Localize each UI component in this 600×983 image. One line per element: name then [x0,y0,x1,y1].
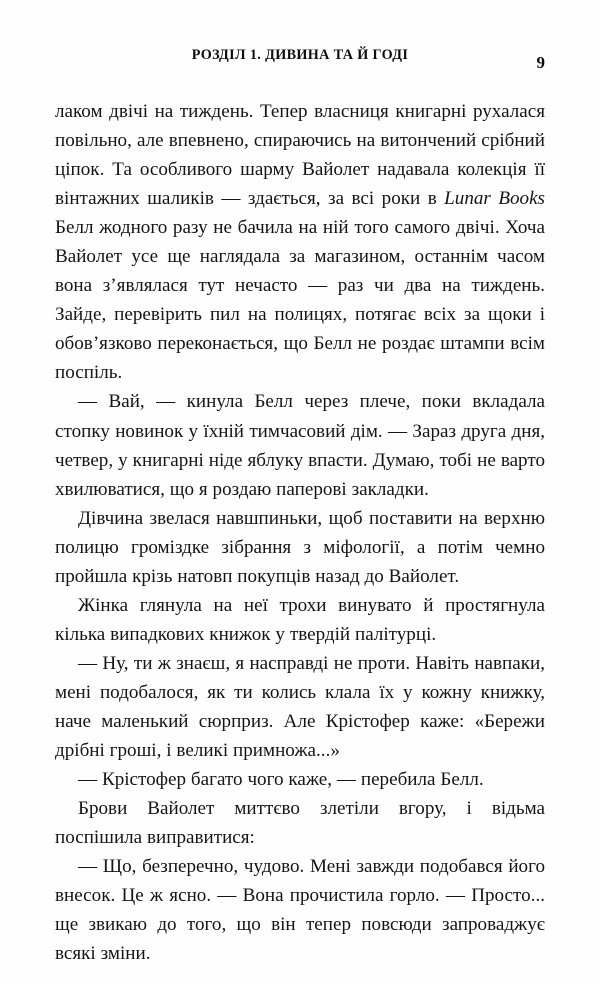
paragraph: — Крістофер багато чого каже, — перебила Белл. [78,769,484,791]
page-number: 9 [536,53,545,72]
paragraph: Брови Вайолет миттєво злетіли вгору, і відьма поспішила виправитися: [55,798,545,849]
body-text-block [55,97,545,968]
paragraph: — Вай, — кинула Белл через плече, поки вкладала стопку новинок у їхній тимчасовий дім. — Зараз друга дня, четвер, у книгарні ніде яблуку впасти. Думаю, тобі не варто хвилюватися, що я роздаю паперові закладки. [55,391,545,500]
paragraph: Жінка глянула на неї трохи винувато й простягнула кілька випадкових книжок у твердій палітурці. [55,594,545,645]
paragraph: лаком двічі на тиждень. Тепер власниця книгарні рухалася повільно, але впевнено, спираючись на витончений срібний ціпок. Та особливого шарму Вайолет надавала колекція її вінтажних шаликів — здається, за всі роки в Lunar Books Белл жодного разу не бачила на ній того самого двічі. Хоча Вайолет усе ще наглядала за магазином, останнім часом вона з’являлася тут нечасто — раз чи два на тиждень. Зайде, перевірить пил на полицях, потягає всіх за щоки і обов’язково переконається, що Белл не роздає штампи всім поспіль. [55,101,545,384]
running-head [55,47,545,71]
paragraph: — Що, безперечно, чудово. Мені завжди подобався його внесок. Це ж ясно. — Вона прочистила горло. — Просто... ще звикаю до того, що він тепер повсюди запроваджує всякі зміни. [55,856,545,965]
paragraph: Дівчина звелася навшпиньки, щоб поставити на верхню полицю громіздке зібрання з міфології, а потім чемно пройшла крізь натовп покупців назад до Вайолет. [55,507,545,587]
italic-title: Lunar Books [444,188,545,210]
chapter-running-title: РОЗДІЛ 1. ДИВИНА ТА Й ГОДІ [191,47,409,63]
paragraph: — Ну, ти ж знаєш, я насправді не проти. Навіть навпаки, мені подобалося, як ти колись клала їх у кожну книжку, наче маленький сюрприз. Але Крістофер каже: «Бережи дрібні гроші, і великі примножа...» [55,652,545,762]
